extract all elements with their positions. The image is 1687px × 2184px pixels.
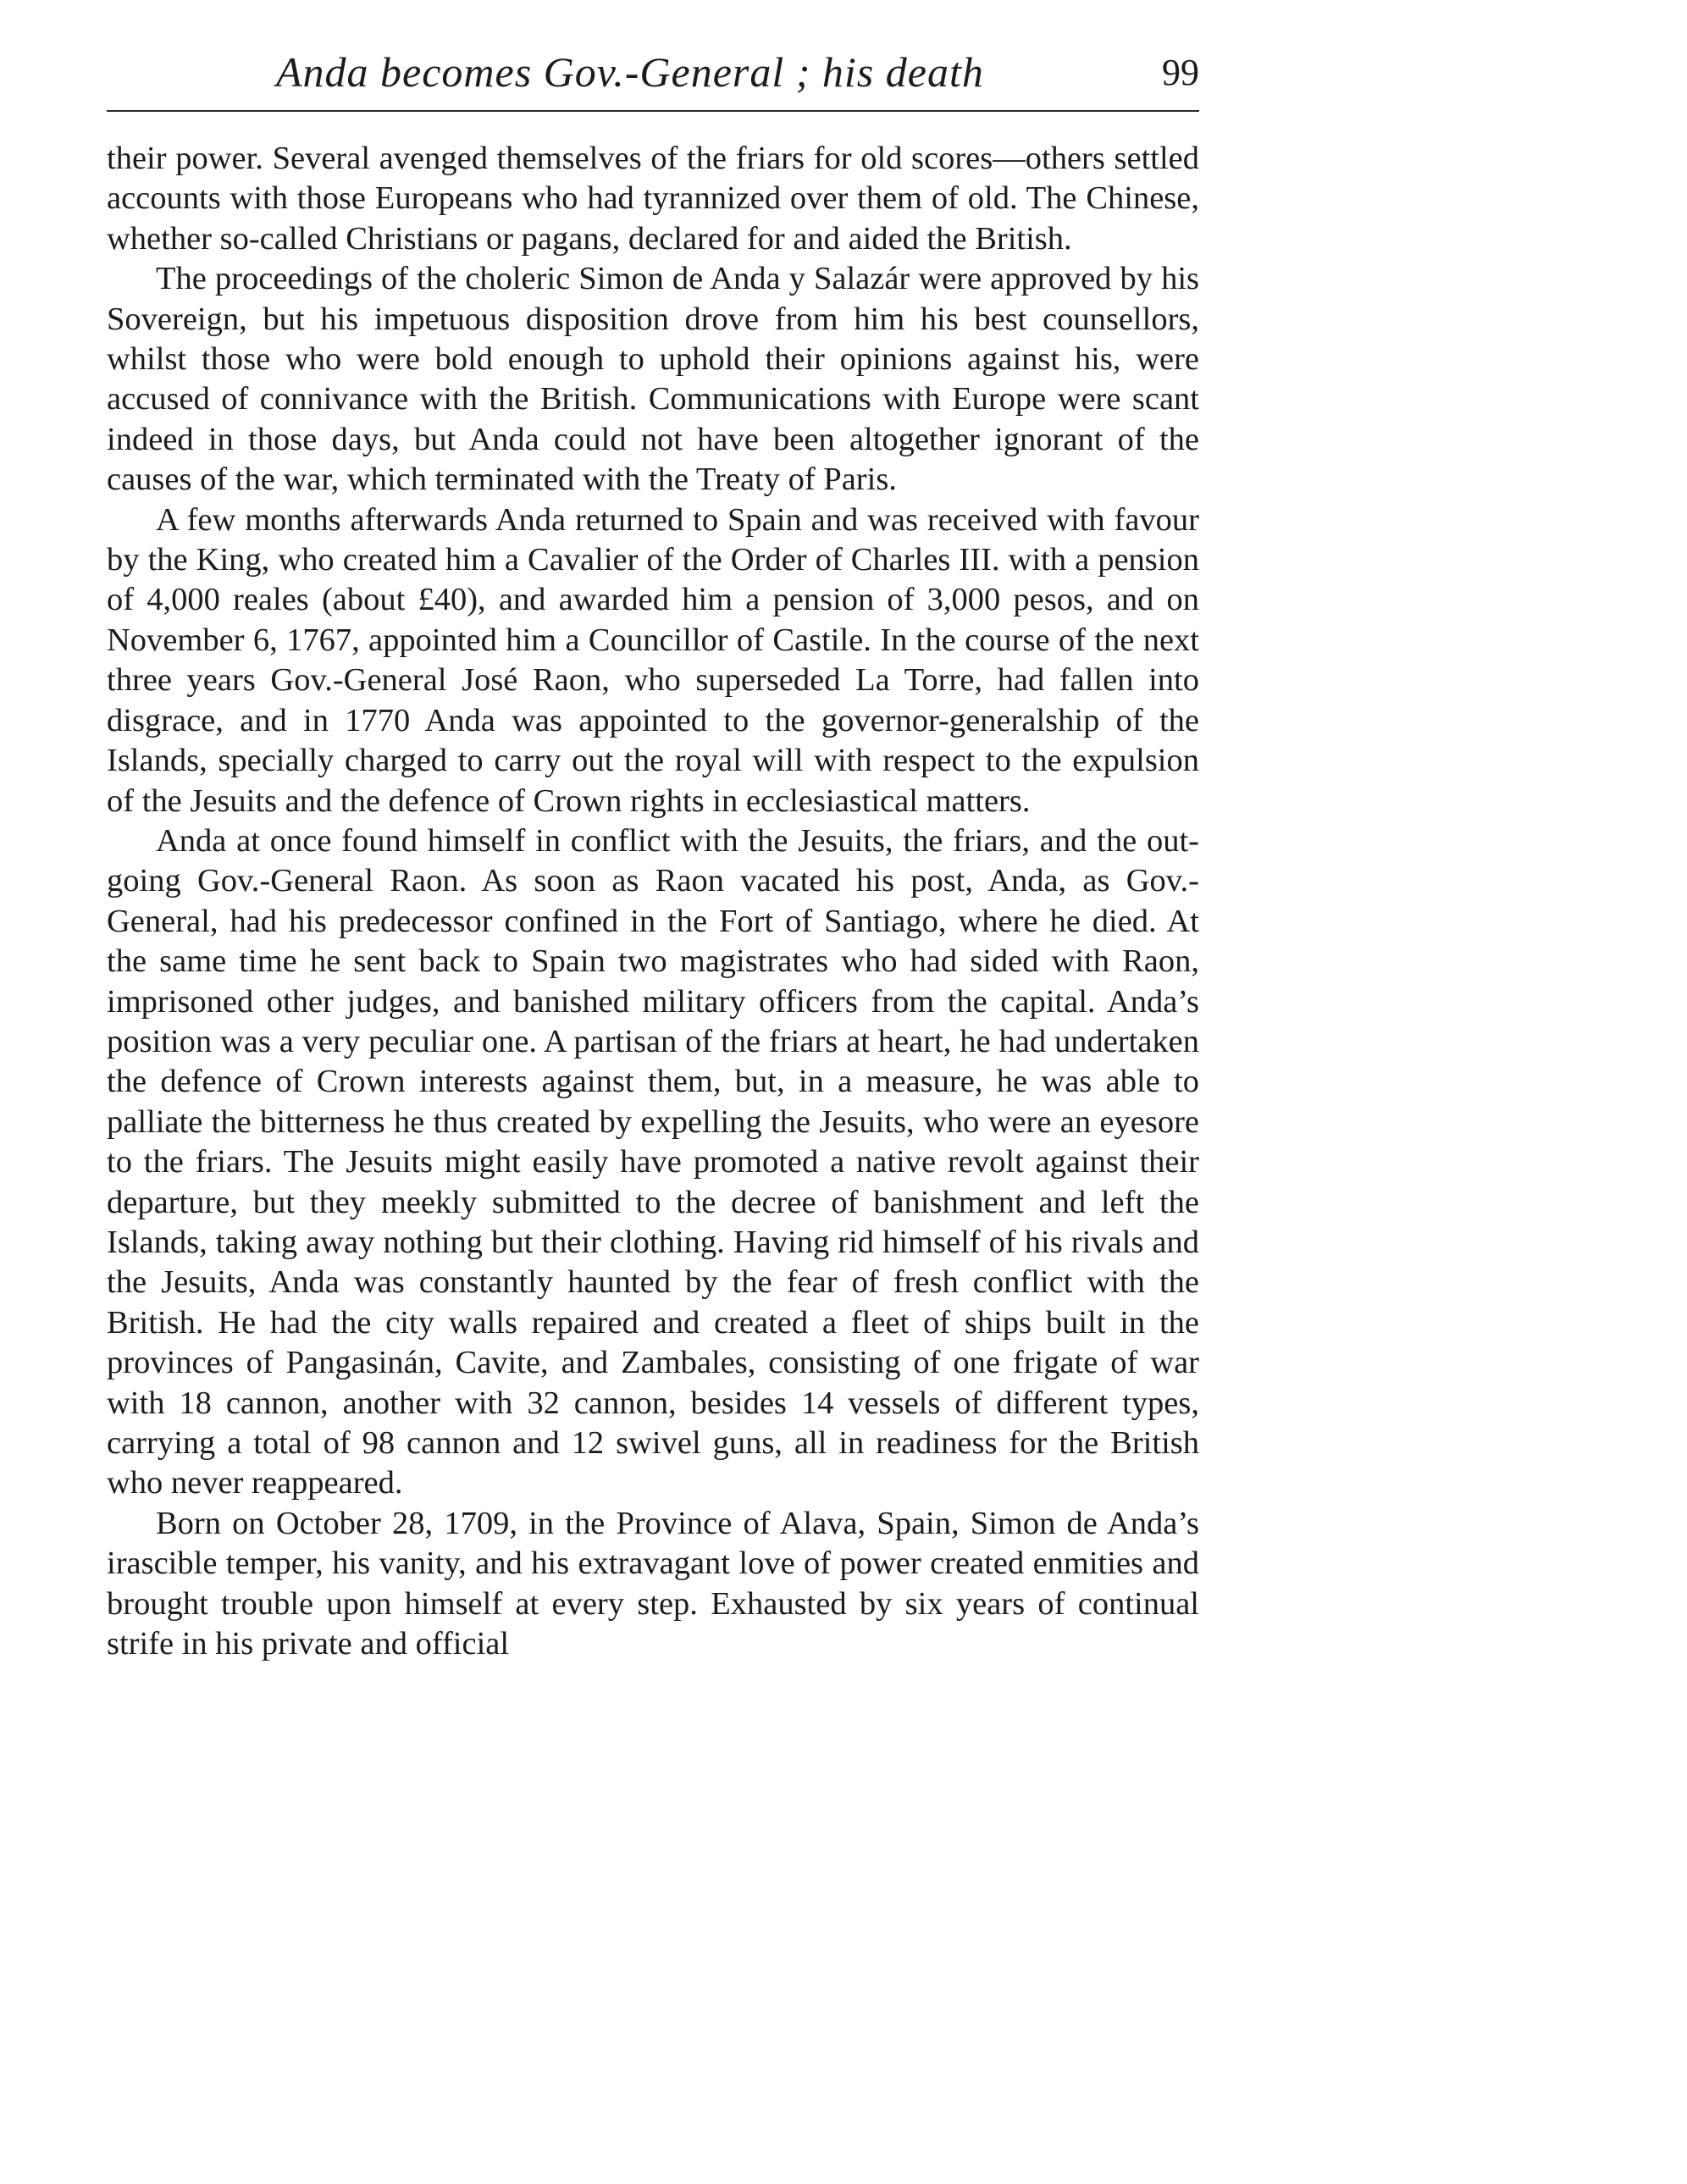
running-title: Anda becomes Gov.-General ; his death <box>276 48 984 96</box>
page-number: 99 <box>1162 52 1199 93</box>
body-text <box>107 139 1199 1664</box>
paragraph-3: A few months afterwards Anda returned to Spain and was received with favour by the King, who created him a Cavalier of the Order of Charles III. with a pension of 4,000 reales (about £40), and awarded him a pension of 3,000 pesos, and on November 6, 1767, appointed him a Councillor of Castile. In the course of the next three years Gov.-General José Raon, who superseded La Torre, had fallen into disgrace, and in 1770 Anda was appointed to the governor-generalship of the Islands, specially charged to carry out the royal will with respect to the expulsion of the Jesuits and the defence of Crown rights in ecclesiastical matters. <box>107 501 1199 819</box>
page-header <box>107 47 1199 117</box>
paragraph-2: The proceedings of the choleric Simon de Anda y Salazár were approved by his Sovereign, but his impetuous disposition drove from him his best counsellors, whilst those who were bold enough to uphold their opinions against his, were accused of connivance with the British. Communications with Europe were scant indeed in those days, but Anda could not have been altogether ignorant of the causes of the war, which terminated with the Treaty of Paris. <box>107 261 1199 498</box>
paragraph-5: Born on October 28, 1709, in the Province of Alava, Spain, Simon de Anda’s irascible temper, his vanity, and his extravagant love of power created enmities and brought trouble upon himself at every step. Exhausted by six years of continual strife in his private and official <box>107 1505 1199 1662</box>
header-rule <box>107 110 1199 112</box>
paragraph-1: their power. Several avenged themselves of the friars for old scores—others settled accounts with those Europeans who had tyrannized over them of old. The Chinese, whether so-called Christians or pagans, declared for and aided the British. <box>107 141 1199 257</box>
paragraph-4: Anda at once found himself in conflict with the Jesuits, the friars, and the out-going Gov.-General Raon. As soon as Raon vacated his post, Anda, as Gov.-General, had his predecessor confined in the Fort of Santiago, where he died. At the same time he sent back to Spain two magistrates who had sided with Raon, imprisoned other judges, and banished military officers from the capital. Anda’s position was a very peculiar one. A partisan of the friars at heart, he had undertaken the defence of Crown interests against them, but, in a measure, he was able to palliate the bitterness he thus created by expelling the Jesuits, who were an eyesore to the friars. The Jesuits might easily have promoted a native revolt against their departure, but they meekly submitted to the decree of banishment and left the Islands, taking away nothing but their clothing. Having rid himself of his rivals and the Jesuits, Anda was constantly haunted by the fear of fresh conflict with the British. He had the city walls repaired and created a fleet of ships built in the provinces of Pangasinán, Cavite, and Zambales, consisting of one frigate of war with 18 cannon, another with 32 cannon, besides 14 vessels of different types, carrying a total of 98 cannon and 12 swivel guns, all in readiness for the British who never reappeared. <box>107 822 1199 1501</box>
